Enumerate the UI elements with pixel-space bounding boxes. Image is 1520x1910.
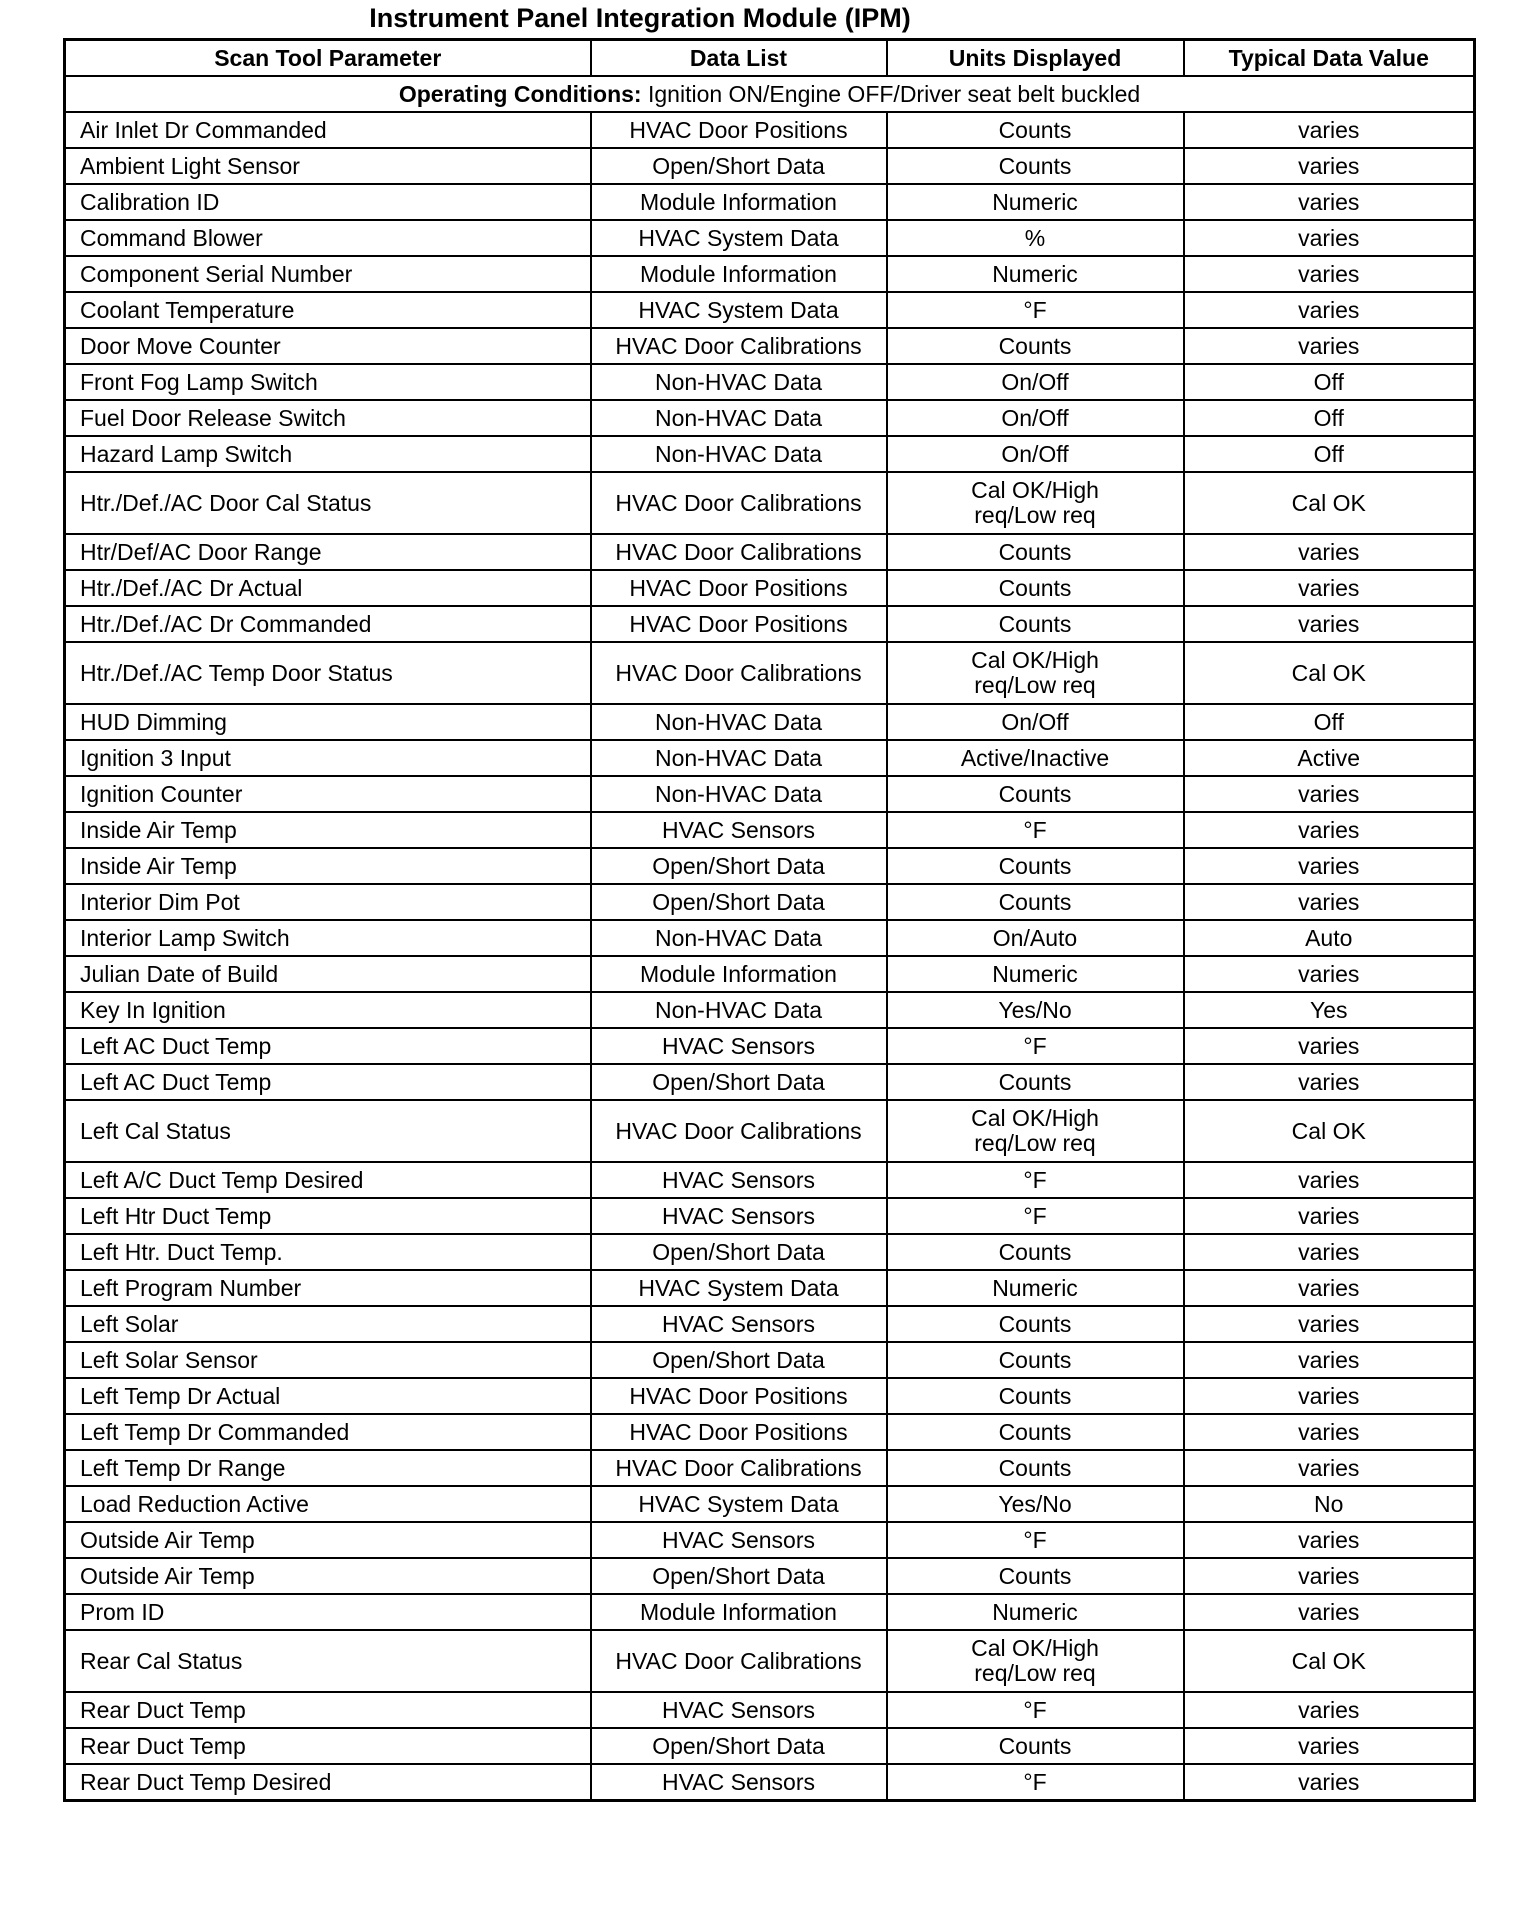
- cell-typical-data-value: varies: [1184, 1342, 1475, 1378]
- cell-data-list: Open/Short Data: [591, 1342, 887, 1378]
- units-line-1: Cal OK/High: [971, 647, 1099, 673]
- ipm-data-table: [63, 38, 1476, 1802]
- table-row: [65, 1234, 1475, 1270]
- cell-scan-tool-parameter: Outside Air Temp: [65, 1522, 591, 1558]
- cell-scan-tool-parameter: Air Inlet Dr Commanded: [65, 112, 591, 148]
- cell-scan-tool-parameter: Left Program Number: [65, 1270, 591, 1306]
- cell-scan-tool-parameter: Key In Ignition: [65, 992, 591, 1028]
- cell-units-displayed: Numeric: [887, 184, 1184, 220]
- table-row: [65, 1028, 1475, 1064]
- cell-units-displayed: Active/Inactive: [887, 740, 1184, 776]
- cell-units-displayed: Counts: [887, 148, 1184, 184]
- table-row: [65, 606, 1475, 642]
- table-row: [65, 1558, 1475, 1594]
- cell-typical-data-value: varies: [1184, 812, 1475, 848]
- cell-typical-data-value: varies: [1184, 256, 1475, 292]
- table-row: [65, 256, 1475, 292]
- cell-data-list: HVAC System Data: [591, 292, 887, 328]
- cell-scan-tool-parameter: Interior Dim Pot: [65, 884, 591, 920]
- cell-typical-data-value: Cal OK: [1184, 1100, 1475, 1162]
- cell-scan-tool-parameter: Front Fog Lamp Switch: [65, 364, 591, 400]
- cell-units-displayed: Counts: [887, 570, 1184, 606]
- cell-data-list: HVAC System Data: [591, 1270, 887, 1306]
- cell-units-displayed: [887, 1630, 1184, 1692]
- cell-units-displayed: Counts: [887, 884, 1184, 920]
- table-row: [65, 148, 1475, 184]
- units-line-2: req/Low req: [974, 1130, 1096, 1156]
- cell-units-displayed: °F: [887, 1198, 1184, 1234]
- cell-typical-data-value: Off: [1184, 436, 1475, 472]
- cell-typical-data-value: varies: [1184, 1522, 1475, 1558]
- cell-typical-data-value: varies: [1184, 1728, 1475, 1764]
- operating-conditions-row: [65, 76, 1475, 112]
- cell-units-displayed: Counts: [887, 606, 1184, 642]
- cell-typical-data-value: varies: [1184, 606, 1475, 642]
- cell-data-list: Open/Short Data: [591, 1728, 887, 1764]
- cell-units-displayed: °F: [887, 812, 1184, 848]
- cell-units-displayed: On/Off: [887, 400, 1184, 436]
- cell-scan-tool-parameter: Hazard Lamp Switch: [65, 436, 591, 472]
- cell-data-list: Non-HVAC Data: [591, 436, 887, 472]
- cell-units-displayed: Counts: [887, 534, 1184, 570]
- table-row: [65, 956, 1475, 992]
- cell-typical-data-value: varies: [1184, 1234, 1475, 1270]
- cell-scan-tool-parameter: Left Solar: [65, 1306, 591, 1342]
- cell-units-displayed: Counts: [887, 776, 1184, 812]
- cell-scan-tool-parameter: Outside Air Temp: [65, 1558, 591, 1594]
- cell-scan-tool-parameter: Fuel Door Release Switch: [65, 400, 591, 436]
- table-row: [65, 1764, 1475, 1801]
- table-row: [65, 1064, 1475, 1100]
- cell-data-list: HVAC Door Calibrations: [591, 328, 887, 364]
- table-row: [65, 436, 1475, 472]
- cell-data-list: HVAC Door Calibrations: [591, 642, 887, 704]
- table-row: [65, 1450, 1475, 1486]
- cell-data-list: HVAC Door Positions: [591, 1414, 887, 1450]
- cell-units-displayed: Counts: [887, 1414, 1184, 1450]
- header-data-list: Data List: [591, 40, 887, 77]
- table-row: [65, 328, 1475, 364]
- header-row: [65, 40, 1475, 77]
- cell-units-displayed: Counts: [887, 1306, 1184, 1342]
- cell-typical-data-value: varies: [1184, 1594, 1475, 1630]
- cell-units-displayed: °F: [887, 1764, 1184, 1801]
- operating-conditions-text: Ignition ON/Engine OFF/Driver seat belt buckled: [641, 80, 1141, 107]
- cell-typical-data-value: varies: [1184, 776, 1475, 812]
- cell-scan-tool-parameter: Rear Duct Temp Desired: [65, 1764, 591, 1801]
- cell-typical-data-value: varies: [1184, 1198, 1475, 1234]
- table-row: [65, 184, 1475, 220]
- cell-data-list: HVAC Sensors: [591, 1162, 887, 1198]
- cell-units-displayed: Numeric: [887, 256, 1184, 292]
- cell-units-displayed: Counts: [887, 1728, 1184, 1764]
- cell-units-displayed: °F: [887, 1522, 1184, 1558]
- cell-scan-tool-parameter: Htr./Def./AC Dr Actual: [65, 570, 591, 606]
- cell-scan-tool-parameter: Ambient Light Sensor: [65, 148, 591, 184]
- cell-units-displayed: °F: [887, 1028, 1184, 1064]
- cell-scan-tool-parameter: Left Cal Status: [65, 1100, 591, 1162]
- cell-typical-data-value: varies: [1184, 148, 1475, 184]
- cell-units-displayed: °F: [887, 292, 1184, 328]
- cell-units-displayed: Counts: [887, 328, 1184, 364]
- cell-data-list: HVAC Sensors: [591, 1028, 887, 1064]
- cell-data-list: HVAC Door Calibrations: [591, 1630, 887, 1692]
- cell-typical-data-value: varies: [1184, 1764, 1475, 1801]
- cell-data-list: HVAC Door Calibrations: [591, 1450, 887, 1486]
- cell-units-displayed: On/Off: [887, 364, 1184, 400]
- table-row: [65, 1594, 1475, 1630]
- cell-scan-tool-parameter: Julian Date of Build: [65, 956, 591, 992]
- table-row: [65, 1522, 1475, 1558]
- table-row: [65, 884, 1475, 920]
- cell-typical-data-value: Off: [1184, 364, 1475, 400]
- table-row: [65, 1728, 1475, 1764]
- page-title: Instrument Panel Integration Module (IPM): [369, 3, 911, 33]
- cell-typical-data-value: Off: [1184, 400, 1475, 436]
- cell-typical-data-value: Yes: [1184, 992, 1475, 1028]
- cell-scan-tool-parameter: Coolant Temperature: [65, 292, 591, 328]
- table-row: [65, 1378, 1475, 1414]
- cell-units-displayed: Counts: [887, 1378, 1184, 1414]
- cell-scan-tool-parameter: Prom ID: [65, 1594, 591, 1630]
- table-row: [65, 1306, 1475, 1342]
- table-row: [65, 1630, 1475, 1692]
- cell-typical-data-value: varies: [1184, 848, 1475, 884]
- table-row: [65, 1162, 1475, 1198]
- cell-scan-tool-parameter: Interior Lamp Switch: [65, 920, 591, 956]
- cell-data-list: HVAC Door Calibrations: [591, 1100, 887, 1162]
- units-line-2: req/Low req: [974, 502, 1096, 528]
- cell-scan-tool-parameter: Htr./Def./AC Temp Door Status: [65, 642, 591, 704]
- cell-units-displayed: On/Off: [887, 704, 1184, 740]
- header-typical-data-value: Typical Data Value: [1184, 40, 1475, 77]
- cell-data-list: Open/Short Data: [591, 848, 887, 884]
- cell-typical-data-value: varies: [1184, 328, 1475, 364]
- table-row: [65, 400, 1475, 436]
- cell-scan-tool-parameter: Htr./Def./AC Door Cal Status: [65, 472, 591, 534]
- cell-typical-data-value: Auto: [1184, 920, 1475, 956]
- table-row: [65, 292, 1475, 328]
- cell-data-list: Non-HVAC Data: [591, 992, 887, 1028]
- cell-units-displayed: Numeric: [887, 956, 1184, 992]
- cell-units-displayed: Yes/No: [887, 992, 1184, 1028]
- cell-units-displayed: Numeric: [887, 1270, 1184, 1306]
- cell-data-list: HVAC Sensors: [591, 1306, 887, 1342]
- cell-scan-tool-parameter: Htr./Def./AC Dr Commanded: [65, 606, 591, 642]
- cell-typical-data-value: Cal OK: [1184, 642, 1475, 704]
- cell-scan-tool-parameter: Inside Air Temp: [65, 848, 591, 884]
- table-row: [65, 220, 1475, 256]
- cell-typical-data-value: varies: [1184, 1378, 1475, 1414]
- table-row: [65, 1100, 1475, 1162]
- cell-data-list: Non-HVAC Data: [591, 920, 887, 956]
- cell-data-list: Non-HVAC Data: [591, 776, 887, 812]
- cell-scan-tool-parameter: Inside Air Temp: [65, 812, 591, 848]
- cell-data-list: HVAC Door Positions: [591, 606, 887, 642]
- table-row: [65, 848, 1475, 884]
- cell-scan-tool-parameter: HUD Dimming: [65, 704, 591, 740]
- cell-typical-data-value: No: [1184, 1486, 1475, 1522]
- header-units-displayed: Units Displayed: [887, 40, 1184, 77]
- cell-data-list: Non-HVAC Data: [591, 704, 887, 740]
- cell-data-list: Module Information: [591, 256, 887, 292]
- cell-typical-data-value: varies: [1184, 1270, 1475, 1306]
- cell-typical-data-value: varies: [1184, 956, 1475, 992]
- cell-data-list: HVAC Sensors: [591, 1692, 887, 1728]
- cell-scan-tool-parameter: Rear Duct Temp: [65, 1728, 591, 1764]
- table-row: [65, 364, 1475, 400]
- cell-typical-data-value: varies: [1184, 1028, 1475, 1064]
- cell-units-displayed: Counts: [887, 848, 1184, 884]
- table-row: [65, 112, 1475, 148]
- units-line-1: Cal OK/High: [971, 477, 1099, 503]
- cell-scan-tool-parameter: Left Solar Sensor: [65, 1342, 591, 1378]
- cell-typical-data-value: varies: [1184, 570, 1475, 606]
- table-row: [65, 1198, 1475, 1234]
- cell-scan-tool-parameter: Left AC Duct Temp: [65, 1064, 591, 1100]
- table-row: [65, 472, 1475, 534]
- cell-data-list: HVAC Door Calibrations: [591, 534, 887, 570]
- cell-typical-data-value: Active: [1184, 740, 1475, 776]
- cell-units-displayed: °F: [887, 1692, 1184, 1728]
- cell-typical-data-value: varies: [1184, 1692, 1475, 1728]
- cell-scan-tool-parameter: Left Htr. Duct Temp.: [65, 1234, 591, 1270]
- cell-data-list: Module Information: [591, 184, 887, 220]
- cell-data-list: HVAC Sensors: [591, 1764, 887, 1801]
- units-line-1: Cal OK/High: [971, 1635, 1099, 1661]
- cell-data-list: HVAC System Data: [591, 1486, 887, 1522]
- cell-typical-data-value: varies: [1184, 184, 1475, 220]
- cell-typical-data-value: varies: [1184, 884, 1475, 920]
- table-row: [65, 570, 1475, 606]
- units-line-2: req/Low req: [974, 672, 1096, 698]
- cell-scan-tool-parameter: Ignition 3 Input: [65, 740, 591, 776]
- cell-units-displayed: °F: [887, 1162, 1184, 1198]
- cell-typical-data-value: varies: [1184, 1558, 1475, 1594]
- cell-units-displayed: Counts: [887, 1342, 1184, 1378]
- cell-units-displayed: [887, 472, 1184, 534]
- cell-units-displayed: On/Auto: [887, 920, 1184, 956]
- units-line-2: req/Low req: [974, 1660, 1096, 1686]
- cell-scan-tool-parameter: Left Htr Duct Temp: [65, 1198, 591, 1234]
- cell-data-list: Open/Short Data: [591, 884, 887, 920]
- cell-data-list: HVAC System Data: [591, 220, 887, 256]
- table-row: [65, 1486, 1475, 1522]
- table-row: [65, 992, 1475, 1028]
- cell-typical-data-value: Off: [1184, 704, 1475, 740]
- table-row: [65, 642, 1475, 704]
- cell-data-list: Non-HVAC Data: [591, 740, 887, 776]
- table-row: [65, 704, 1475, 740]
- cell-scan-tool-parameter: Door Move Counter: [65, 328, 591, 364]
- cell-typical-data-value: varies: [1184, 1414, 1475, 1450]
- cell-data-list: HVAC Sensors: [591, 812, 887, 848]
- cell-data-list: HVAC Sensors: [591, 1198, 887, 1234]
- table-row: [65, 1342, 1475, 1378]
- cell-data-list: Open/Short Data: [591, 1064, 887, 1100]
- table-row: [65, 534, 1475, 570]
- cell-units-displayed: On/Off: [887, 436, 1184, 472]
- cell-units-displayed: Counts: [887, 112, 1184, 148]
- table-row: [65, 776, 1475, 812]
- cell-units-displayed: [887, 642, 1184, 704]
- cell-data-list: HVAC Door Positions: [591, 1378, 887, 1414]
- cell-scan-tool-parameter: Left A/C Duct Temp Desired: [65, 1162, 591, 1198]
- cell-scan-tool-parameter: Left AC Duct Temp: [65, 1028, 591, 1064]
- cell-data-list: Non-HVAC Data: [591, 364, 887, 400]
- table-row: [65, 1270, 1475, 1306]
- cell-data-list: Non-HVAC Data: [591, 400, 887, 436]
- cell-scan-tool-parameter: Rear Cal Status: [65, 1630, 591, 1692]
- cell-scan-tool-parameter: Ignition Counter: [65, 776, 591, 812]
- table-row: [65, 920, 1475, 956]
- header-scan-tool-parameter: Scan Tool Parameter: [65, 40, 591, 77]
- cell-typical-data-value: varies: [1184, 292, 1475, 328]
- cell-data-list: Module Information: [591, 1594, 887, 1630]
- cell-scan-tool-parameter: Left Temp Dr Actual: [65, 1378, 591, 1414]
- cell-units-displayed: Numeric: [887, 1594, 1184, 1630]
- cell-typical-data-value: varies: [1184, 1450, 1475, 1486]
- cell-scan-tool-parameter: Command Blower: [65, 220, 591, 256]
- cell-data-list: HVAC Door Positions: [591, 570, 887, 606]
- cell-units-displayed: Yes/No: [887, 1486, 1184, 1522]
- cell-typical-data-value: varies: [1184, 1064, 1475, 1100]
- cell-scan-tool-parameter: Htr/Def/AC Door Range: [65, 534, 591, 570]
- cell-typical-data-value: varies: [1184, 534, 1475, 570]
- cell-typical-data-value: varies: [1184, 1306, 1475, 1342]
- table-row: [65, 740, 1475, 776]
- cell-units-displayed: %: [887, 220, 1184, 256]
- cell-data-list: Module Information: [591, 956, 887, 992]
- cell-units-displayed: Counts: [887, 1450, 1184, 1486]
- cell-typical-data-value: Cal OK: [1184, 1630, 1475, 1692]
- cell-scan-tool-parameter: Calibration ID: [65, 184, 591, 220]
- cell-typical-data-value: varies: [1184, 1162, 1475, 1198]
- cell-units-displayed: Counts: [887, 1064, 1184, 1100]
- cell-data-list: Open/Short Data: [591, 1234, 887, 1270]
- cell-scan-tool-parameter: Load Reduction Active: [65, 1486, 591, 1522]
- cell-data-list: HVAC Sensors: [591, 1522, 887, 1558]
- cell-units-displayed: [887, 1100, 1184, 1162]
- table-row: [65, 1692, 1475, 1728]
- cell-data-list: HVAC Door Positions: [591, 112, 887, 148]
- cell-data-list: HVAC Door Calibrations: [591, 472, 887, 534]
- cell-scan-tool-parameter: Left Temp Dr Range: [65, 1450, 591, 1486]
- table-row: [65, 1414, 1475, 1450]
- cell-typical-data-value: Cal OK: [1184, 472, 1475, 534]
- cell-units-displayed: Counts: [887, 1558, 1184, 1594]
- cell-typical-data-value: varies: [1184, 220, 1475, 256]
- operating-conditions-label: Operating Conditions:: [398, 80, 642, 107]
- units-line-1: Cal OK/High: [971, 1105, 1099, 1131]
- cell-data-list: Open/Short Data: [591, 1558, 887, 1594]
- cell-scan-tool-parameter: Rear Duct Temp: [65, 1692, 591, 1728]
- operating-conditions: [65, 76, 1475, 112]
- cell-typical-data-value: varies: [1184, 112, 1475, 148]
- cell-data-list: Open/Short Data: [591, 148, 887, 184]
- table-row: [65, 812, 1475, 848]
- cell-units-displayed: Counts: [887, 1234, 1184, 1270]
- cell-scan-tool-parameter: Left Temp Dr Commanded: [65, 1414, 591, 1450]
- cell-scan-tool-parameter: Component Serial Number: [65, 256, 591, 292]
